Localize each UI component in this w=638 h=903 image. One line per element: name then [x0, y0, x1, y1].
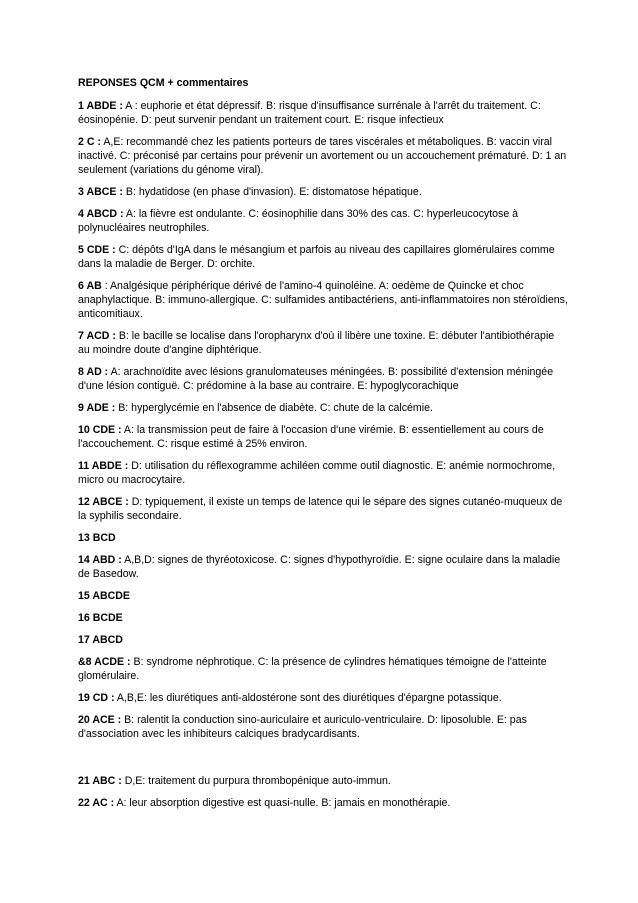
answer-entry-20	[78, 713, 568, 741]
answer-comment: B: hydatidose (en phase d'invasion). E: distomatose hépatique.	[122, 186, 422, 198]
answer-comment: A: la fièvre est ondulante. C: éosinophilie dans 30% des cas. C: hyperleucocytose à polynucléaires neutrophiles.	[78, 208, 519, 234]
answer-key: 20 ACE :	[78, 714, 122, 726]
answer-comment: A,B,D: signes de thyréotoxicose. C: signes d'hypothyroïdie. E: signe oculaire dans la maladie de Basedow.	[78, 554, 561, 580]
answer-entry-12	[78, 495, 568, 523]
answer-comment: C: dépôts d'IgA dans le mésangium et parfois au niveau des capillaires glomérulaires comme dans la maladie de Berger. D: orchite.	[78, 244, 555, 270]
answer-key: 12 ABCE :	[78, 496, 129, 508]
answer-comment: A,E: recommandé chez les patients porteurs de tares viscérales et métaboliques. B: vaccin viral inactivé. C: préconisé par certains pour prévenir un avortement ou un accouchement prématuré. D: 1 an seulement (variations du génome viral).	[78, 136, 567, 176]
answer-entry-3	[78, 185, 568, 199]
answer-key: 6 AB	[78, 280, 102, 292]
answer-entry-11	[78, 459, 568, 487]
answer-comment: D,E: traitement du purpura thrombopénique auto-immun.	[121, 775, 391, 787]
answer-comment: A: arachnoïdite avec lésions granulomateuses méningées. B: possibilité d'extension méningée d'une lésion contiguë. C: prédomine à la base au contraire. E: hypoglycorachique	[78, 366, 554, 392]
document-title: REPONSES QCM + commentaires	[78, 77, 249, 89]
answer-entry-8	[78, 365, 568, 393]
answer-key: 11 ABDE :	[78, 460, 129, 472]
answer-key: &8 ACDE :	[78, 656, 131, 668]
answer-comment: : Analgésique périphérique dérivé de l'amino-4 quinoléine. A: oedème de Quincke et choc anaphylactique. B: immuno-allergique. C: sulfamides antibactériens, anti-inflammatoires non stéroïdiens, anticomitiaux.	[78, 280, 568, 320]
answer-key: 4 ABCD :	[78, 208, 124, 220]
answer-entry-22	[78, 796, 568, 810]
answer-comment: B: syndrome néphrotique. C: la présence de cylindres hématiques témoigne de l'atteinte glomérulaire.	[78, 656, 547, 682]
answer-comment: B: hyperglycémie en l'absence de diabète. C: chute de la calcémie.	[115, 402, 433, 414]
answer-entry-13	[78, 531, 568, 545]
answer-entry-18	[78, 655, 568, 683]
answer-entry-1	[78, 99, 568, 127]
answer-comment: A: la transmission peut de faire à l'occasion d'une virémie. B: essentiellement au cours de l'accouchement. C: risque estimé à 25% environ.	[78, 424, 544, 450]
answer-entry-4	[78, 207, 568, 235]
answer-comment: A : euphorie et état dépressif. B: risque d'insuffisance surrénale à l'arrêt du traitement. C: éosinopénie. D: peut survenir pendant un traitement court. E: risque infectieux	[78, 100, 541, 126]
answer-entry-6	[78, 279, 568, 321]
answer-comment: A,B,E: les diurétiques anti-aldostérone sont des diurétiques d'épargne potassique.	[114, 692, 502, 704]
answer-key: 2 C :	[78, 136, 101, 148]
answer-comment: B: le bacille se localise dans l'oropharynx d'où il libère une toxine. E: débuter l'antibiothérapie au moindre doute d'angine diphtérique.	[78, 330, 555, 356]
answer-key: 1 ABDE :	[78, 100, 123, 112]
answer-entry-17	[78, 633, 568, 647]
answer-entry-9	[78, 401, 568, 415]
answer-key: 22 AC :	[78, 797, 115, 809]
answer-key: 19 CD :	[78, 692, 115, 704]
answer-key: 3 ABCE :	[78, 186, 123, 198]
answer-key: 7 ACD :	[78, 330, 116, 342]
answer-key: 14 ABD :	[78, 554, 122, 566]
answer-key: 16 BCDE	[78, 612, 123, 624]
answer-comment: D: typiquement, il existe un temps de latence qui le sépare des signes cutanéo-muqueux de la syphilis secondaire.	[78, 496, 563, 522]
answer-entry-15	[78, 589, 568, 603]
answer-entry-5	[78, 243, 568, 271]
answer-comment: D: utilisation du réflexogramme achiléen comme outil diagnostic. E: anémie normochrome, micro ou macrocytaire.	[78, 460, 556, 486]
answer-entry-10	[78, 423, 568, 451]
answer-key: 5 CDE :	[78, 244, 116, 256]
answer-entry-14	[78, 553, 568, 581]
answer-key: 21 ABC :	[78, 775, 122, 787]
answer-key: 10 CDE :	[78, 424, 122, 436]
answer-entry-21	[78, 774, 568, 788]
answer-comment: A: leur absorption digestive est quasi-nulle. B: jamais en monothérapie.	[114, 797, 451, 809]
answer-entry-16	[78, 611, 568, 625]
answer-key: 9 ADE :	[78, 402, 116, 414]
answer-comment: B: ralentit la conduction sino-auriculaire et auriculo-ventriculaire. D: liposoluble. E: pas d'association avec les inhibiteurs calciques bradycardisants.	[78, 714, 527, 740]
answer-entry-7	[78, 329, 568, 357]
answer-entry-19	[78, 691, 568, 705]
answer-key: 8 AD :	[78, 366, 109, 378]
answer-entry-2	[78, 135, 568, 177]
answer-key: 13 BCD	[78, 532, 116, 544]
document-page	[78, 76, 568, 818]
answer-key: 17 ABCD	[78, 634, 123, 646]
answer-key: 15 ABCDE	[78, 590, 131, 602]
